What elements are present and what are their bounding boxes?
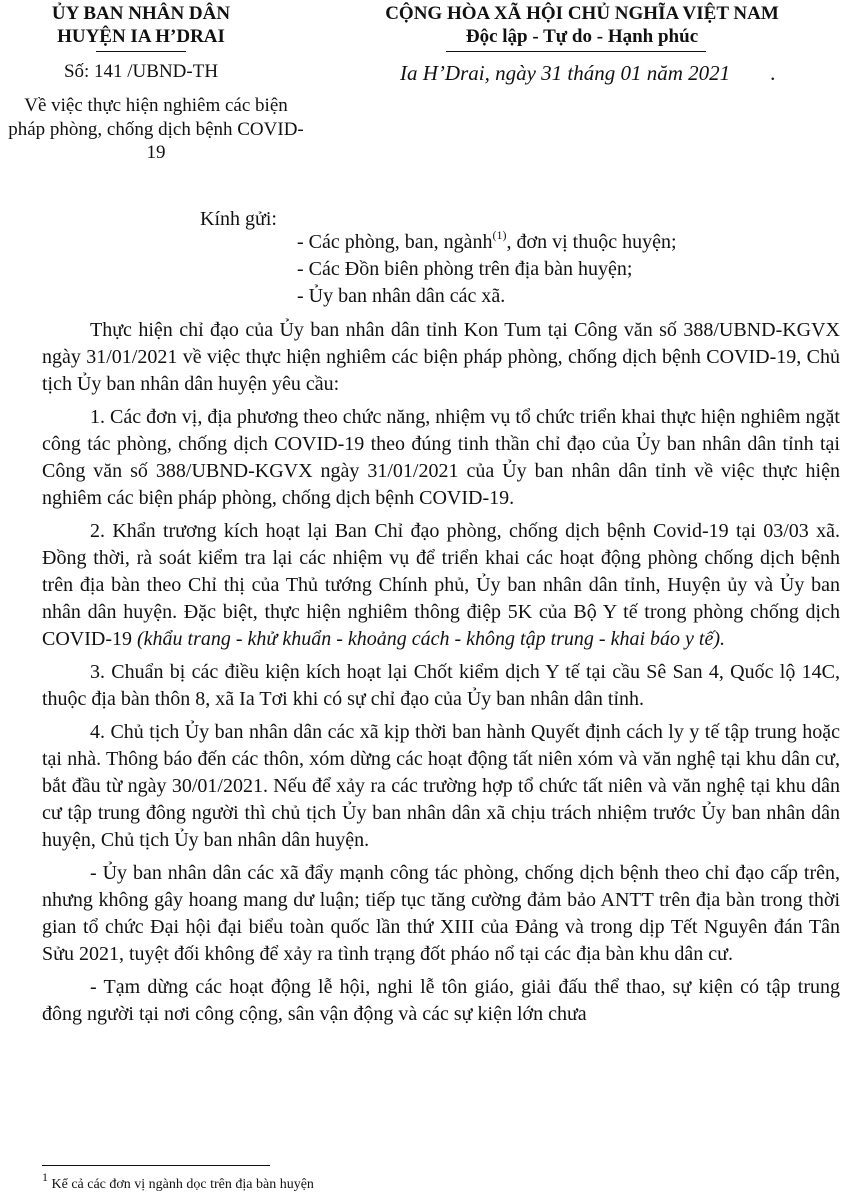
recipient-text: - Các phòng, ban, ngành xyxy=(297,231,493,253)
item-2-paragraph xyxy=(42,518,840,653)
item-4-sub-2-paragraph: - Tạm dừng các hoạt động lễ hội, nghi lễ tôn giáo, giải đấu thể thao, sự kiện có tập trung đông người tại nơi công cộng, sân vận động và các sự kiện lớn chưa xyxy=(42,976,840,1025)
item-4-paragraph: 4. Chủ tịch Ủy ban nhân dân các xã kịp thời ban hành Quyết định cách ly y tế tập trung hoặc tại nhà. Thông báo đến các thôn, xóm dừng các hoạt động tất niên xóm và văn nghệ tại khu dân cư, bắt đầu từ ngày 30/01/2021. Nếu để xảy ra các trường hợp tổ chức tất niên và văn nghệ tại khu dân cư tập trung đông người thì chủ tịch Ủy ban nhân dân xã chịu trách nhiệm trước Ủy ban nhân dân huyện, Chủ tịch Ủy ban nhân dân huyện. xyxy=(42,721,840,851)
footnote-text: Kể cả các đơn vị ngành dọc trên địa bàn huyện xyxy=(48,1177,314,1192)
motto-line-2: Độc lập - Tự do - Hạnh phúc xyxy=(465,26,699,47)
date-trailing-mark: . xyxy=(770,61,776,85)
footnote xyxy=(42,1170,314,1194)
recipient-text-cont: , đơn vị thuộc huyện; xyxy=(506,231,677,253)
item-3-paragraph: 3. Chuẩn bị các điều kiện kích hoạt lại Chốt kiểm dịch Y tế tại cầu Sê San 4, Quốc lộ 14C, thuộc địa bàn thôn 8, xã Ia Tơi khi có sự chỉ đạo của Ủy ban nhân dân tỉnh. xyxy=(42,661,840,710)
authority-line-2: HUYỆN IA H’DRAI xyxy=(57,26,225,47)
issue-date-text: Ia H’Drai, ngày 31 tháng 01 năm 2021 xyxy=(400,61,731,85)
item-4-sub-1-paragraph: - Ủy ban nhân dân các xã đẩy mạnh công tác phòng, chống dịch bệnh theo chỉ đạo cấp trên, nhưng không gây hoang mang dư luận; tiếp tục tăng cường đảm bảo ANTT trên địa bàn trong thời gian tổ chức Đại hội đại biểu toàn quốc lần thứ XIII của Đảng và trong dịp Tết Nguyên đán Tân Sửu 2021, tuyệt đối không để xảy ra tình trạng đốt pháo nổ tại các địa bàn khu dân cư. xyxy=(42,862,840,965)
intro-paragraph: Thực hiện chỉ đạo của Ủy ban nhân dân tỉnh Kon Tum tại Công văn số 388/UBND-KGVX ngày 31/01/2021 về việc thực hiện nghiêm các biện pháp phòng, chống dịch bệnh COVID-19, Chủ tịch Ủy ban nhân dân huyện yêu cầu: xyxy=(42,319,840,395)
document-subject: Về việc thực hiện nghiêm các biện pháp phòng, chống dịch bệnh COVID-19 xyxy=(8,95,304,163)
recipient-item xyxy=(297,229,677,256)
issuing-authority xyxy=(0,2,282,48)
recipient-item: - Các Đồn biên phòng trên địa bàn huyện; xyxy=(297,258,633,280)
document-number: Số: 141 /UBND-TH xyxy=(63,61,219,82)
footnote-marker: 1 xyxy=(42,1170,48,1185)
item-1-paragraph: 1. Các đơn vị, địa phương theo chức năng, nhiệm vụ tổ chức triển khai thực hiện nghiêm ngặt công tác phòng, chống dịch COVID-19 theo đúng tinh thần chỉ đạo của Ủy ban nhân dân tỉnh tại Công văn số 388/UBND-KGVX ngày 31/01/2021 của Ủy ban nhân dân tỉnh về việc thực hiện nghiêm các biện pháp phòng, chống dịch bệnh COVID-19. xyxy=(42,406,840,509)
footnote-ref[interactable]: (1) xyxy=(492,228,507,243)
motto-line-1: CỘNG HÒA XÃ HỘI CHỦ NGHĨA VIỆT NAM xyxy=(385,3,779,24)
item-2-5k-list: (khẩu trang - khử khuẩn - khoảng cách - không tập trung - khai báo y tế). xyxy=(137,628,725,650)
recipients-list xyxy=(297,229,677,310)
authority-underline xyxy=(96,51,186,52)
footnote-separator xyxy=(42,1165,270,1166)
item-2-text: 2. Khẩn trương kích hoạt lại Ban Chỉ đạo phòng, chống dịch bệnh Covid-19 tại 03/03 xã. Đồng thời, rà soát kiểm tra lại các nhiệm vụ để triển khai các hoạt động phòng chống dịch bệnh trên địa bàn theo Chỉ thị của Thủ tướng Chính phủ, Ủy ban nhân dân tỉnh, Huyện ủy và Ủy ban nhân dân huyện. Đặc biệt, thực hiện nghiêm thông điệp 5K của Bộ Y tế trong phòng chống dịch COVID-19 xyxy=(42,520,840,650)
recipients-heading: Kính gửi: xyxy=(200,208,277,230)
national-motto xyxy=(310,2,854,48)
issue-date xyxy=(400,60,854,86)
motto-underline xyxy=(446,51,706,52)
authority-line-1: ỦY BAN NHÂN DÂN xyxy=(51,3,231,24)
recipient-item: - Ủy ban nhân dân các xã. xyxy=(297,285,506,307)
document-body xyxy=(42,317,840,1028)
